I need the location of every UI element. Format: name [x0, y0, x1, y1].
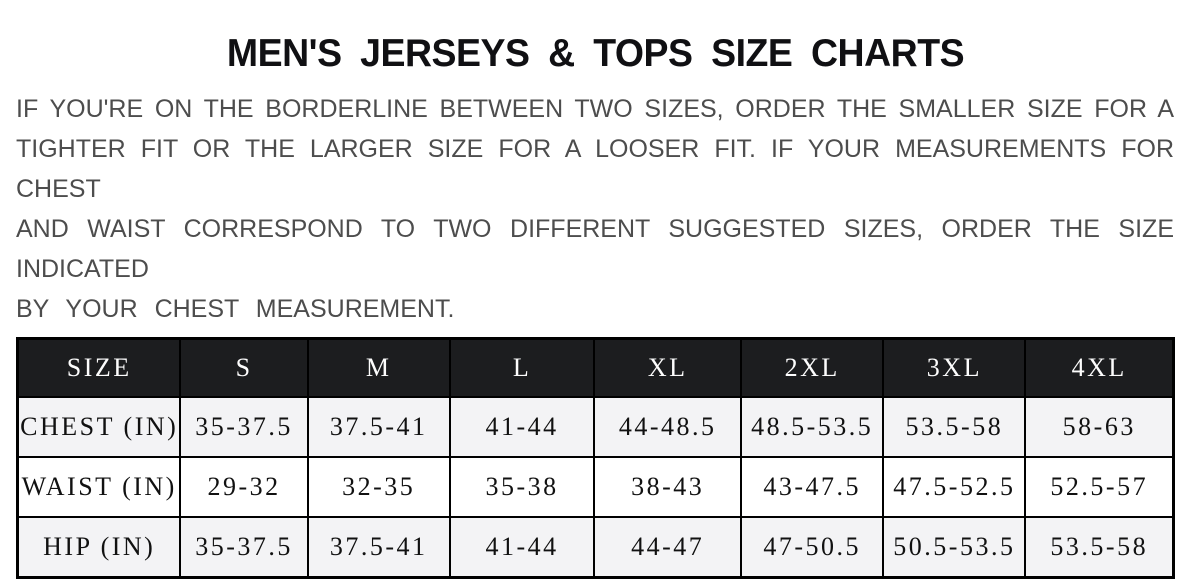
header-cell-s: S — [180, 339, 307, 398]
header-cell-l: L — [450, 339, 594, 398]
intro-line-4: BY YOUR CHEST MEASUREMENT. — [16, 295, 455, 323]
chest-value-s: 35-37.5 — [180, 397, 307, 457]
header-cell-2xl: 2XL — [741, 339, 883, 398]
waist-value-s: 29-32 — [180, 457, 307, 517]
waist-value-l: 35-38 — [450, 457, 594, 517]
header-cell-3xl: 3XL — [883, 339, 1025, 398]
hip-value-m: 37.5-41 — [308, 517, 450, 578]
waist-value-4xl: 52.5-57 — [1025, 457, 1173, 517]
chest-value-4xl: 58-63 — [1025, 397, 1173, 457]
chest-value-3xl: 53.5-58 — [883, 397, 1025, 457]
hip-value-s: 35-37.5 — [180, 517, 307, 578]
header-cell-size: SIZE — [18, 339, 181, 398]
hip-value-2xl: 47-50.5 — [741, 517, 883, 578]
waist-value-2xl: 43-47.5 — [741, 457, 883, 517]
header-cell-4xl: 4XL — [1025, 339, 1173, 398]
header-cell-xl: XL — [594, 339, 741, 398]
hip-value-xl: 44-47 — [594, 517, 741, 578]
intro-line-2: TIGHTER FIT OR THE LARGER SIZE FOR A LOOSER FIT. IF YOUR MEASUREMENTS FOR CHEST — [16, 135, 1174, 203]
chest-value-xl: 44-48.5 — [594, 397, 741, 457]
chest-row-label: CHEST (IN) — [18, 397, 181, 457]
intro-line-3: AND WAIST CORRESPOND TO TWO DIFFERENT SUGGESTED SIZES, ORDER THE SIZE INDICATED — [16, 215, 1174, 283]
waist-value-3xl: 47.5-52.5 — [883, 457, 1025, 517]
size-chart-header-row — [18, 339, 1174, 398]
hip-value-4xl: 53.5-58 — [1025, 517, 1173, 578]
waist-value-xl: 38-43 — [594, 457, 741, 517]
chest-row — [18, 397, 1174, 457]
size-chart-table — [16, 337, 1175, 579]
intro-paragraph — [16, 89, 1174, 329]
hip-value-3xl: 50.5-53.5 — [883, 517, 1025, 578]
waist-row-label: WAIST (IN) — [18, 457, 181, 517]
chest-value-2xl: 48.5-53.5 — [741, 397, 883, 457]
hip-row-label: HIP (IN) — [18, 517, 181, 578]
waist-value-m: 32-35 — [308, 457, 450, 517]
chest-value-m: 37.5-41 — [308, 397, 450, 457]
hip-value-l: 41-44 — [450, 517, 594, 578]
intro-line-1: IF YOU'RE ON THE BORDERLINE BETWEEN TWO SIZES, ORDER THE SMALLER SIZE FOR A — [16, 95, 1174, 123]
waist-row — [18, 457, 1174, 517]
chest-value-l: 41-44 — [450, 397, 594, 457]
page-title: MEN'S JERSEYS & TOPS SIZE CHARTS — [226, 32, 965, 75]
hip-row — [18, 517, 1174, 578]
header-cell-m: M — [308, 339, 450, 398]
